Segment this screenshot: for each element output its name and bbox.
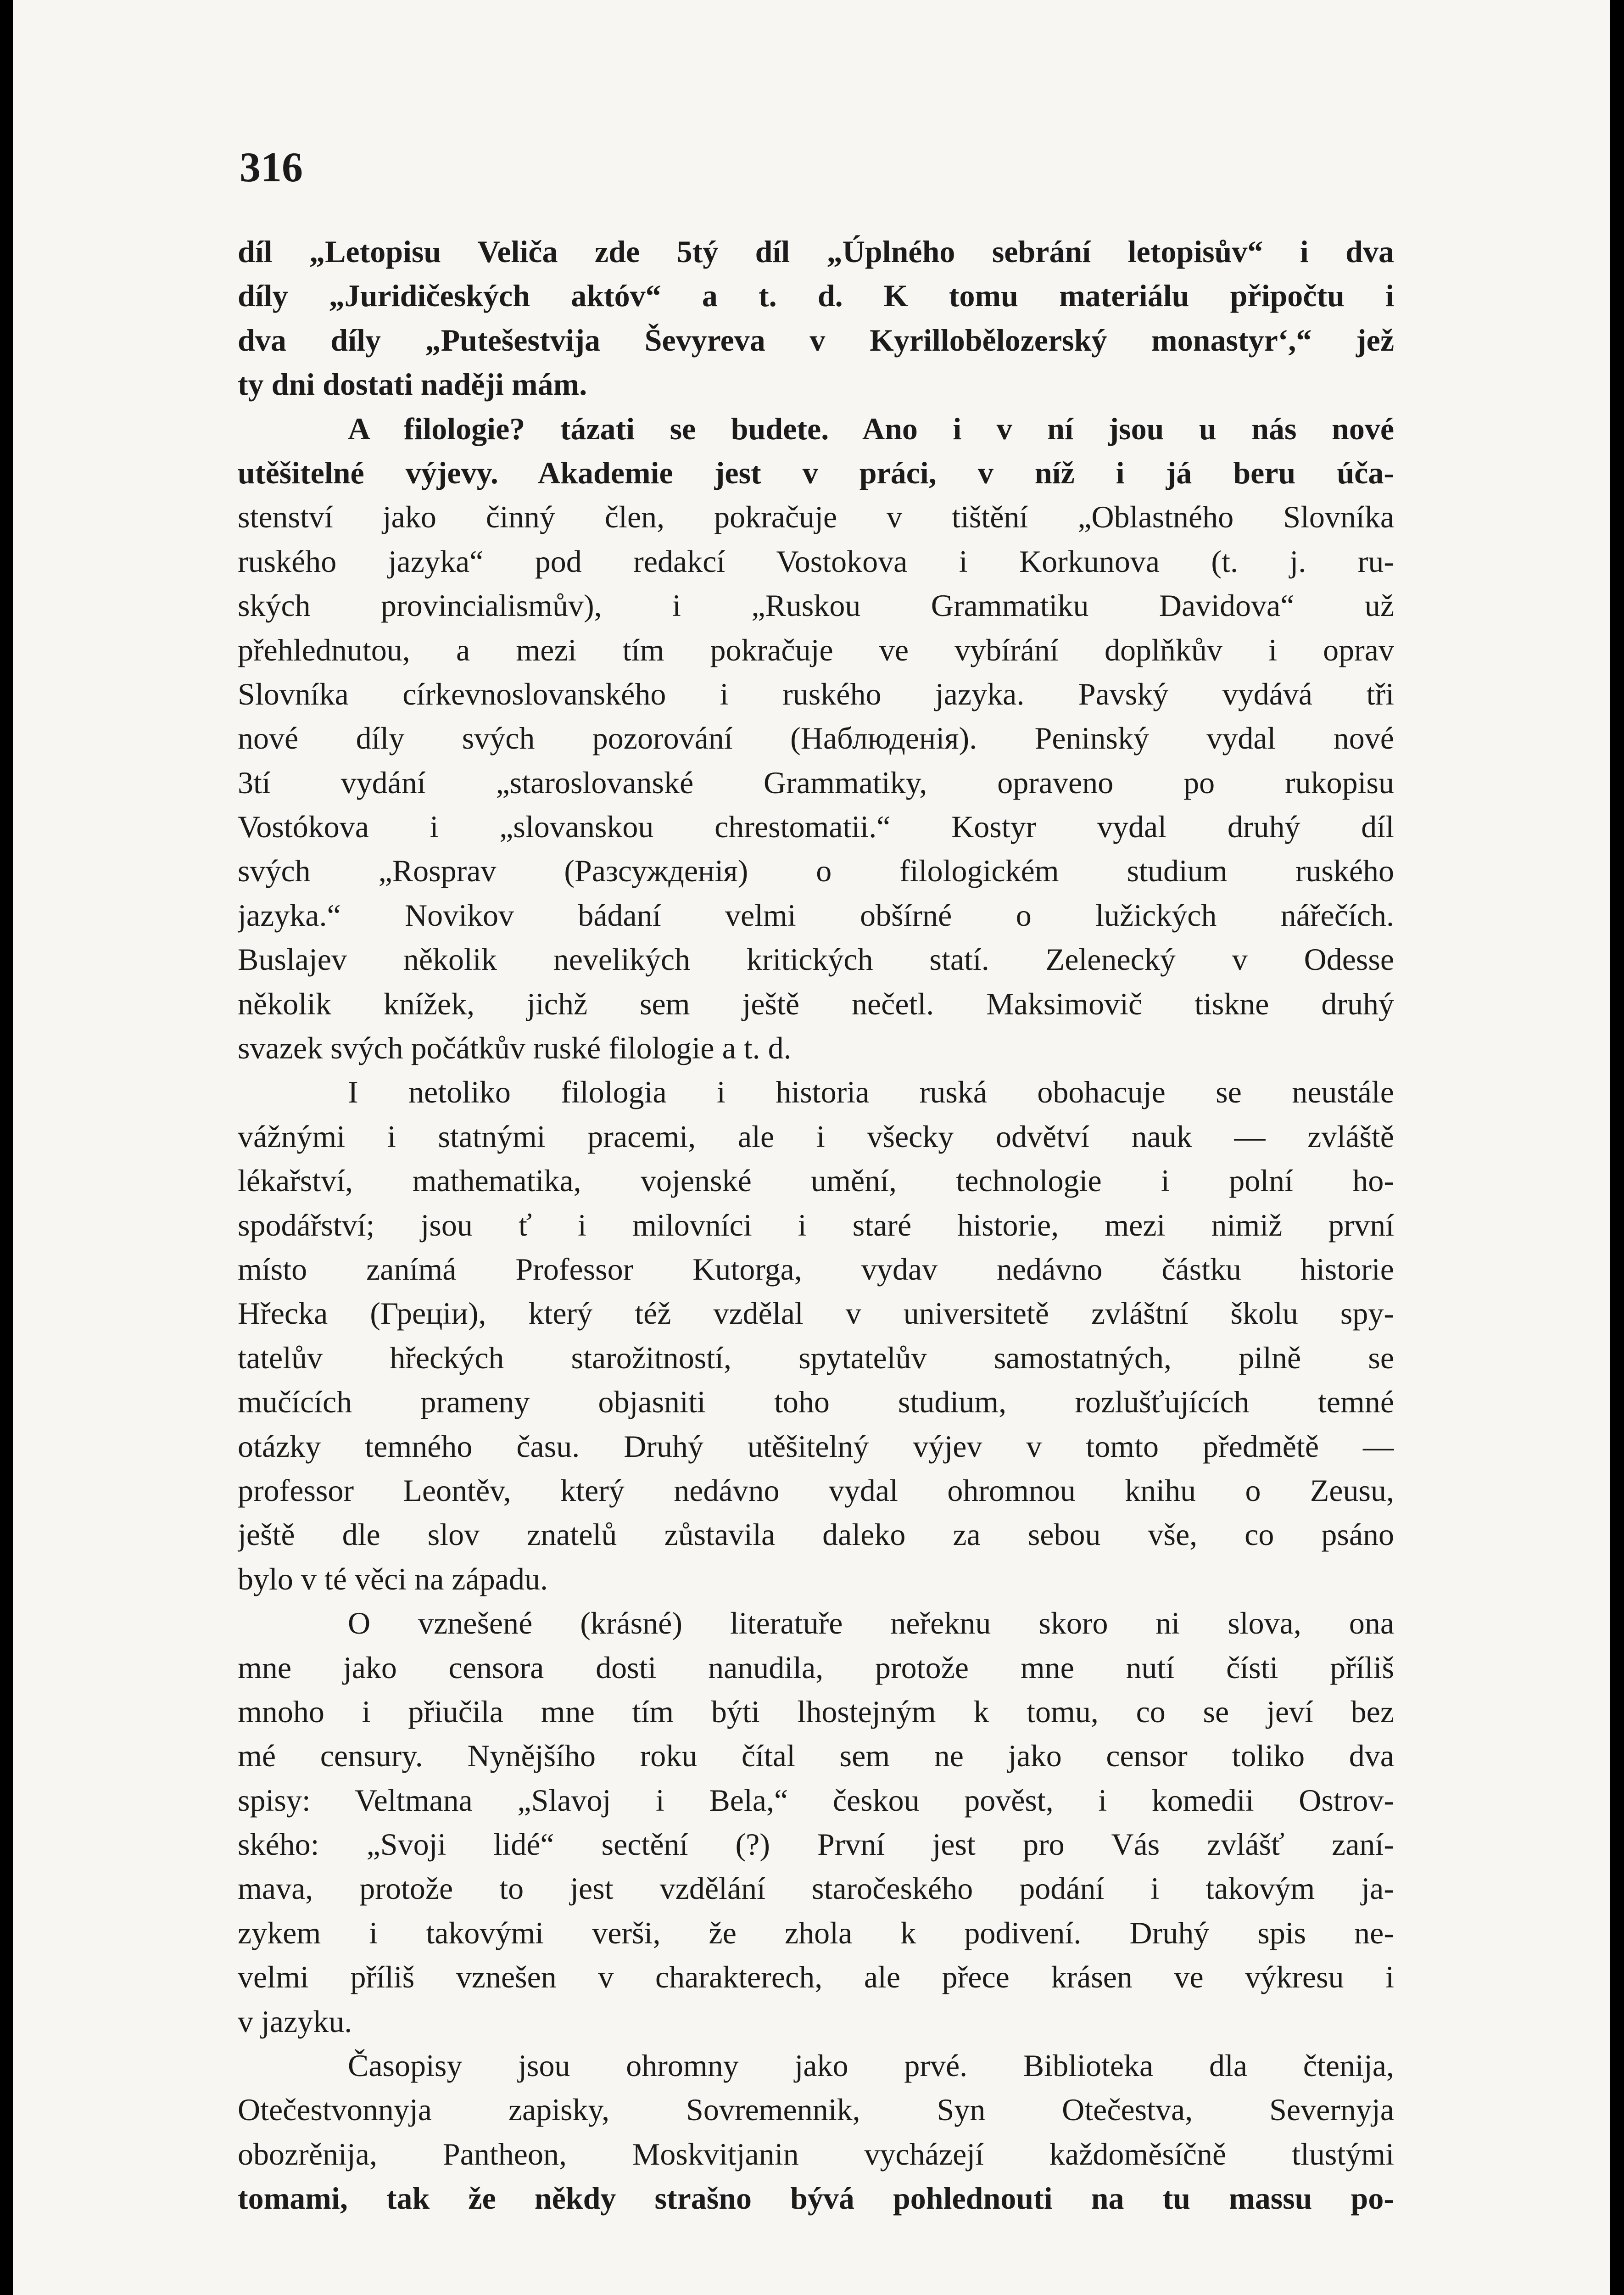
text-line: A filologie? tázati se budete. Ano i v ní jsou u nás nové bbox=[348, 411, 1394, 446]
paragraph-5 bbox=[238, 2043, 1394, 2221]
text-line: svazek svých počátkův ruské filologie a t. d. bbox=[238, 1030, 792, 1066]
text-line: dva díly „Putešestvija Ševyreva v Kyrillobělozerský monastyr‘,“ jež bbox=[238, 322, 1394, 358]
text-line: 3tí vydání „staroslovanské Grammatiky, opraveno po rukopisu bbox=[238, 765, 1394, 800]
text-line: professor Leontěv, který nedávno vydal ohromnou knihu o Zeusu, bbox=[238, 1472, 1394, 1508]
text-line: O vznešené (krásné) literatuře neřeknu skoro ni slova, ona bbox=[348, 1606, 1394, 1641]
text-line: lékařství, mathematika, vojenské umění, technologie i polní ho- bbox=[238, 1163, 1394, 1198]
text-line: velmi příliš vznešen v charakterech, ale přece krásen ve výkresu i bbox=[238, 1959, 1394, 1995]
text-line: díly „Juridičeských aktóv“ a t. d. K tomu materiálu připočtu i bbox=[238, 278, 1394, 313]
text-line: I netoliko filologia i historia ruská obohacuje se neustále bbox=[348, 1075, 1394, 1110]
book-page bbox=[13, 0, 1610, 2295]
text-line: tomami, tak že někdy strašno bývá pohlednouti na tu massu po- bbox=[238, 2181, 1394, 2216]
text-line: v jazyku. bbox=[238, 2004, 352, 2039]
text-line: stenství jako činný člen, pokračuje v tištění „Oblastného Slovníka bbox=[238, 499, 1394, 535]
text-line: obozrěnija, Pantheon, Moskvitjanin vycházejí každoměsíčně tlustými bbox=[238, 2136, 1394, 2172]
text-line: mučících prameny objasniti toho studium, rozlušťujících temné bbox=[238, 1384, 1394, 1420]
text-line: Vostókova i „slovanskou chrestomatii.“ Kostyr vydal druhý díl bbox=[238, 809, 1394, 845]
paragraph-1 bbox=[238, 230, 1394, 407]
text-line: bylo v té věci na západu. bbox=[238, 1561, 548, 1596]
text-line: nové díly svých pozorování (Наблюденія). Peninský vydal nové bbox=[238, 721, 1394, 756]
paragraph-4 bbox=[238, 1601, 1394, 2043]
text-line: díl „Letopisu Veliča zde 5tý díl „Úplného sebrání letopisův“ i dva bbox=[238, 234, 1394, 269]
text-line: mava, protože to jest vzdělání staročeského podání i takovým ja- bbox=[238, 1871, 1394, 1906]
text-line: ského: „Svoji lidé“ sectění (?) První jest pro Vás zvlášť zaní- bbox=[238, 1827, 1394, 1862]
text-line: místo zanímá Professor Kutorga, vydav nedávno částku historie bbox=[238, 1251, 1394, 1287]
text-line: Buslajev několik nevelikých kritických statí. Zelenecký v Odesse bbox=[238, 942, 1394, 977]
text-line: mé censury. Nynějšího roku čítal sem ne jako censor toliko dva bbox=[238, 1738, 1394, 1774]
text-line: ruského jazyka“ pod redakcí Vostokova i Korkunova (t. j. ru- bbox=[238, 543, 1394, 579]
text-line: Otečestvonnyja zapisky, Sovremennik, Syn Otečestva, Severnyja bbox=[238, 2092, 1394, 2127]
text-line: přehlednutou, a mezi tím pokračuje ve vybírání doplňkův i oprav bbox=[238, 632, 1394, 667]
text-line: několik knížek, jichž sem ještě nečetl. Maksimovič tiskne druhý bbox=[238, 986, 1394, 1021]
text-line: utěšitelné výjevy. Akademie jest v práci, v níž i já beru úča- bbox=[238, 455, 1394, 490]
page-number: 316 bbox=[240, 144, 303, 190]
text-line: ty dni dostati naději mám. bbox=[238, 367, 587, 402]
text-line: spodářství; jsou ť i milovníci i staré historie, mezi nimiž první bbox=[238, 1207, 1394, 1243]
text-line: svých „Rosprav (Разсужденія) o filologickém studium ruského bbox=[238, 853, 1394, 889]
text-line: mne jako censora dosti nanudila, protože mne nutí čísti příliš bbox=[238, 1650, 1394, 1685]
text-line: vážnými i statnými pracemi, ale i všecky odvětví nauk — zvláště bbox=[238, 1119, 1394, 1154]
page-body bbox=[238, 230, 1394, 2221]
paragraph-3 bbox=[238, 1070, 1394, 1601]
text-line: mnoho i přiučila mne tím býti lhostejným k tomu, co se jeví bez bbox=[238, 1694, 1394, 1729]
text-line: Časopisy jsou ohromny jako prvé. Biblioteka dla čtenija, bbox=[348, 2048, 1394, 2083]
text-line: otázky temného času. Druhý utěšitelný výjev v tomto předmětě — bbox=[238, 1428, 1394, 1464]
text-line: zykem i takovými verši, že zhola k podivení. Druhý spis ne- bbox=[238, 1915, 1394, 1950]
text-line: ských provincialismův), i „Ruskou Grammatiku Davidova“ už bbox=[238, 588, 1394, 623]
text-line: spisy: Veltmana „Slavoj i Bela,“ českou pověst, i komedii Ostrov- bbox=[238, 1782, 1394, 1818]
text-line: Hřecka (Греціи), který též vzdělal v universitetě zvláštní školu spy- bbox=[238, 1296, 1394, 1331]
text-line: tatelův hřeckých starožitností, spytatelův samostatných, pilně se bbox=[238, 1340, 1394, 1375]
text-line: jazyka.“ Novikov bádaní velmi obšírné o lužických nářečích. bbox=[238, 897, 1394, 933]
paragraph-2 bbox=[238, 407, 1394, 1070]
text-line: ještě dle slov znatelů zůstavila daleko za sebou vše, co psáno bbox=[238, 1517, 1394, 1552]
text-line: Slovníka církevnoslovanského i ruského jazyka. Pavský vydává tři bbox=[238, 676, 1394, 711]
